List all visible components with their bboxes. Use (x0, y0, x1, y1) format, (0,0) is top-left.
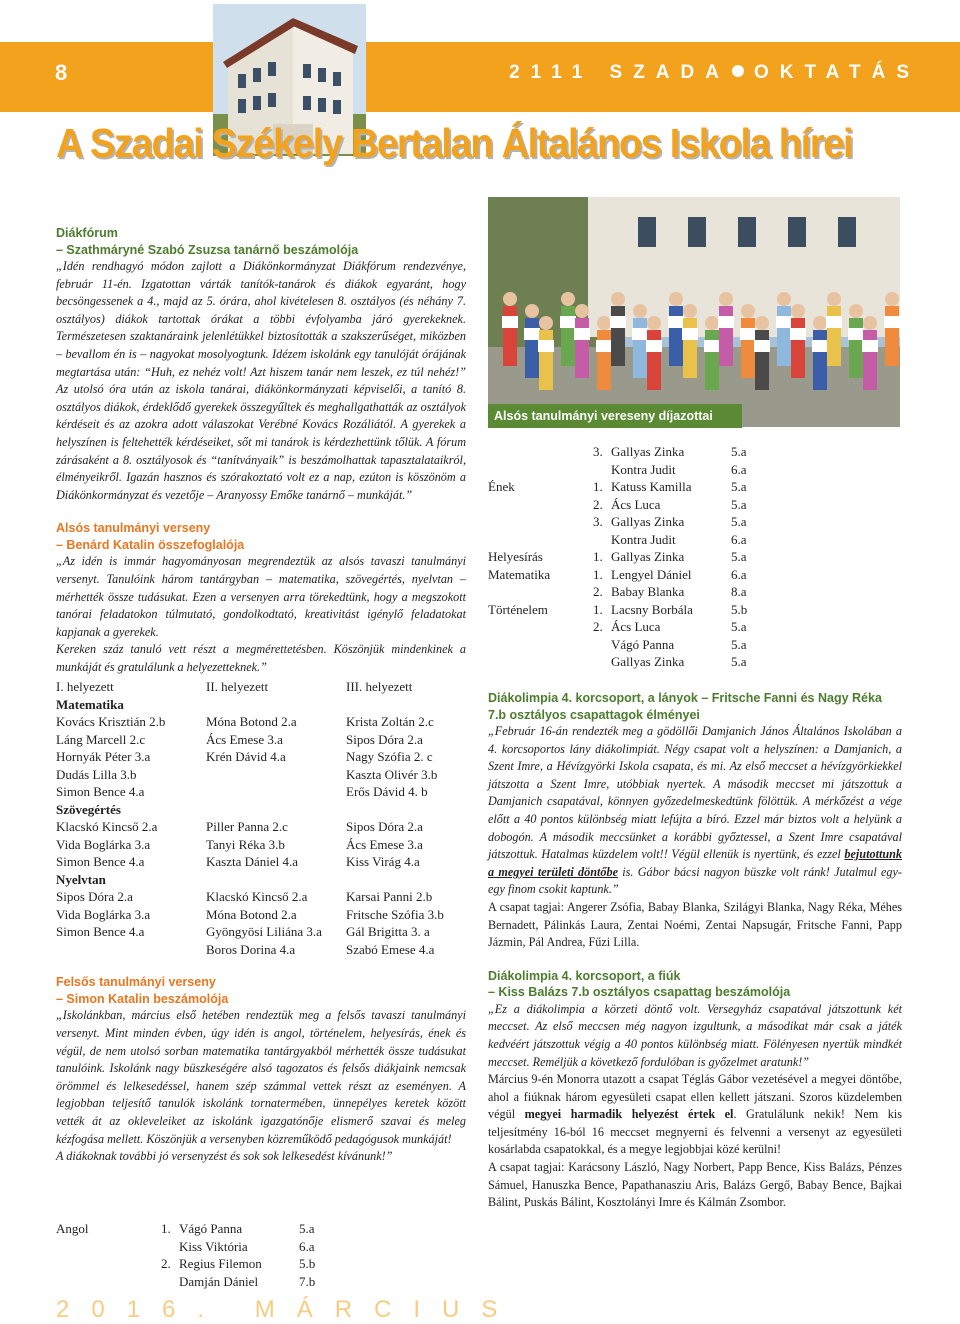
table-cell: Lengyel Dániel (611, 566, 692, 582)
person-head (669, 292, 683, 306)
table-row (488, 583, 747, 601)
table-cell: Kontra Judit (611, 531, 676, 547)
person-figure (885, 306, 899, 366)
table-row (56, 801, 466, 819)
diploma-paper (740, 328, 756, 340)
table-cell (206, 766, 346, 784)
table-cell: 7.b (299, 1273, 316, 1289)
table-cell: Kontra Judit (611, 461, 676, 477)
table-cell (56, 1238, 161, 1256)
table-row (56, 818, 466, 836)
team-list: A csapat tagjai: Angerer Zsófia, Babay Blanka, Szilágyi Blanka, Nagy Réka, Méhes Bernadett, Pálinkás Laura, Zentai Noémi, Zentai Napsugár, Fritsche Fanni, Papp Jázmin, Pál Andrea, Fűzi Lilla. (488, 899, 902, 950)
page-number: 8 (55, 60, 68, 85)
table-row (488, 601, 747, 619)
table-cell: Ének (488, 479, 515, 494)
table-cell: Regius Filemon (179, 1256, 262, 1271)
person-figure (719, 306, 733, 366)
table-cell: Gallyas Zinka (611, 549, 685, 564)
table-cell: Vágó Panna (179, 1221, 243, 1236)
table-cell: 5.a (731, 619, 747, 634)
results-table (488, 443, 747, 671)
person-head (683, 304, 697, 318)
results-table (56, 1220, 315, 1290)
table-cell: Vida Boglárka 3.a (56, 906, 151, 922)
table-cell: Sipos Dóra 2.a (346, 731, 423, 747)
table-row (56, 783, 466, 801)
table-cell: Tanyi Réka 3.b (206, 836, 285, 852)
person-head (503, 292, 517, 306)
table-cell: 3. (593, 444, 603, 459)
table-cell (593, 461, 611, 479)
table-cell: 2. (593, 496, 603, 512)
person-head (575, 304, 589, 318)
table-cell: Szabó Emese 4.a (346, 941, 435, 957)
diploma-paper (524, 328, 540, 340)
table-cell: Történelem (488, 601, 548, 617)
person-head (705, 316, 719, 330)
bullet-dot-icon (732, 65, 744, 77)
table-cell (488, 618, 593, 636)
table-row (488, 531, 747, 549)
person-head (561, 292, 575, 306)
person-head (755, 316, 769, 330)
left-column (56, 225, 466, 1166)
person-figure (791, 318, 805, 378)
table-cell: 6.a (299, 1238, 315, 1254)
person-figure (669, 306, 683, 366)
table-row (488, 636, 747, 654)
diploma-paper (632, 328, 648, 340)
table-cell: Simon Bence 4.a (56, 784, 145, 800)
table-cell: Krista Zoltán 2.c (346, 714, 434, 730)
table-cell: Erős Dávid 4. b (346, 784, 428, 800)
person-head (849, 304, 863, 318)
person-figure (813, 330, 827, 390)
diploma-paper (560, 316, 576, 328)
table-cell (56, 941, 206, 959)
person-head (813, 316, 827, 330)
table-row (56, 941, 466, 959)
table-cell: Kaszta Dániel 4.a (206, 854, 299, 870)
article-title: Diákfórum (56, 226, 118, 240)
table-cell: Damján Dániel (179, 1273, 259, 1289)
table-cell: Helyesírás (488, 549, 543, 564)
table-cell: Nagy Szófia 2. c (346, 749, 433, 765)
footer-date: 2016. MÁRCIUS (56, 1296, 520, 1323)
person-head (827, 292, 841, 306)
section-label (509, 62, 920, 84)
table-cell: 5.a (731, 479, 747, 494)
table-cell: 1. (593, 549, 603, 564)
table-cell: Gál Brigitta 3. a (346, 924, 430, 940)
table-cell: 1. (593, 479, 603, 494)
table-row (488, 496, 747, 514)
table-cell: Boros Dorina 4.a (206, 941, 296, 957)
section-subtitle: OKTATÁS (753, 62, 920, 83)
table-cell: Sipos Dóra 2.a (346, 819, 423, 835)
diploma-paper (646, 340, 662, 352)
table-cell: 5.a (731, 444, 747, 459)
person-figure (561, 306, 575, 366)
table-row (488, 548, 747, 566)
table-row (488, 566, 747, 584)
table-cell (206, 783, 346, 801)
table-cell: Ács Luca (611, 619, 661, 634)
person-head (525, 304, 539, 318)
diploma-paper (790, 328, 806, 340)
table-cell: Kovács Krisztián 2.b (56, 714, 166, 730)
article-text: „Az idén is immár hagyományosan megrendeztük az alsós tavaszi tanulmányi versenyt. Tanulóink három tantárgyban – matematika, szövegértés, nyelvtan – mérhették össze tudásukat. Ezen a versenyen arra törekedtünk, hogy a megszokott tanórai feladatokon túlmutató, gondolkodtató, kreativitást igénylő feladatokat kapjanak a gyerekek. (56, 554, 466, 639)
table-row (488, 461, 747, 479)
table-cell: Kaszta Olivér 3.b (346, 766, 438, 782)
person-figure (705, 330, 719, 390)
person-figure (683, 318, 697, 378)
table-cell (161, 1273, 179, 1291)
table-cell: 5.b (731, 601, 748, 617)
table-cell: 1. (593, 566, 603, 582)
article-title: Felsős tanulmányi verseny (56, 975, 216, 990)
diploma-paper (668, 316, 684, 328)
person-head (791, 304, 805, 318)
table-cell: 6.a (731, 566, 747, 582)
table-row (56, 853, 466, 871)
table-cell: Móna Botond 2.a (206, 906, 297, 922)
table-cell: 2. (593, 619, 603, 634)
team-list: A csapat tagjai: Karácsony László, Nagy Norbert, Papp Bence, Kiss Balázs, Pénzes Sámuel, Hanuszka Bence, Papathanasziu Aris, Balázs Gergő, Babay Bence, Bajkai Bálint, Puskás Bálint, Kosztolányi Imre és Kálmán Zsombor. (488, 1160, 902, 1210)
table-cell: Ács Emese 3.a (346, 836, 423, 852)
article-text: Március 9-én Monorra utazott a csapat Téglás Gábor vezetésével a megyei döntőbe, ahol a fiúknak három egyesületi csapat ellen kellett játszani. Szoros küzdelemben végül megyei harmadik helyezést értek el. Gratulálunk nekik! Nem kis teljesítmény 16-ból 16 meccset megnyerni és felvenni a versenyt az egyesületi kosárlabda csapatokkal, és a megye legjobbjai közé kerülni! (488, 1072, 902, 1157)
table-cell: Klacskó Kincső 2.a (206, 889, 308, 905)
person-figure (755, 330, 769, 390)
person-head (633, 304, 647, 318)
table-cell: Simon Bence 4.a (56, 924, 145, 940)
person-figure (741, 318, 755, 378)
table-cell: 5.a (731, 549, 747, 564)
table-row (488, 513, 747, 531)
diploma-paper (538, 340, 554, 352)
table-cell: Móna Botond 2.a (206, 714, 297, 730)
article-text: „Február 16-án rendezték meg a gödöllői Damjanich János Általános Iskolában a 4. korcsoportos lány diákolimpiát. Négy csapat volt a helyszínen: a Damjanich, a Szent Imre, a Hévízgyörki Iskola csapata, és mi. Az első meccset a hévízgyörkiekkel játszotta a Szent Imre, utóbbiak nyertek. A második meccset mi játszottuk a Damjanich csapatával, könnyen győzedelmeskedtünk fölöttük. A mérkőzést a vége előtt a 40 pontos különbség miatt lefújta a bíró. Ezzel már biztos volt a helyünk a dobogón. A második meccsünket a korábbi győztessel, a Szent Imre csapatával játszottuk. Hatalmas küzdelem volt!! Végül ellenük is nyertünk, és ezzel bejutottunk a megyei területi döntőbe is. Gábor bácsi nagyon büszke volt ránk! Jutalmul egy-egy finom csokit kaptunk.” (488, 724, 902, 897)
table-cell: 1. (593, 601, 603, 617)
table-cell (488, 636, 593, 654)
person-figure (539, 330, 553, 390)
person-figure (863, 330, 877, 390)
table-cell: Láng Marcell 2.c (56, 731, 146, 747)
table-row (56, 696, 466, 714)
table-cell: 6.a (731, 531, 747, 547)
article-subtitle: – Szathmáryné Szabó Zsuzsa tanárnő beszámolója (56, 242, 359, 257)
table-cell: Kiss Virág 4.a (346, 854, 420, 870)
article-text: A diákoknak további jó versenyzést és sok sok lelkesedést kívánunk!” (56, 1149, 393, 1164)
table-cell (593, 531, 611, 549)
table-cell: 5.a (731, 636, 747, 652)
diploma-paper (754, 340, 770, 352)
diploma-paper (862, 340, 878, 352)
diploma-paper (502, 316, 518, 328)
table-cell: Vida Boglárka 3.a (56, 836, 151, 852)
table-cell (488, 496, 593, 514)
person-figure (647, 330, 661, 390)
diploma-paper (574, 328, 590, 340)
table-row (56, 1238, 315, 1256)
table-cell: III. helyezett (346, 679, 413, 695)
table-cell: Ács Emese 3.a (206, 731, 283, 747)
table-cell (593, 653, 611, 671)
table-cell: Simon Bence 4.a (56, 854, 145, 870)
results-table (56, 678, 466, 958)
table-cell (593, 636, 611, 654)
table-row (56, 731, 466, 749)
table-cell: 5.a (731, 496, 747, 512)
person-figure (525, 318, 539, 378)
person-figure (827, 306, 841, 366)
person-figure (849, 318, 863, 378)
table-cell: Matematika (488, 566, 551, 582)
table-cell: Klacskó Kincső 2.a (56, 819, 158, 835)
table-cell: Dudás Lilla 3.b (56, 766, 137, 782)
table-row (488, 478, 747, 496)
diploma-paper (826, 316, 842, 328)
table-row (56, 1220, 315, 1238)
diploma-paper (704, 340, 720, 352)
table-row (488, 443, 747, 461)
table-row (56, 871, 466, 889)
table-cell: Krén Dávid 4.a (206, 749, 286, 765)
table-cell: Babay Blanka (611, 584, 685, 599)
subject-heading: Szövegértés (56, 801, 121, 817)
table-cell: Angol (56, 1221, 89, 1236)
table-cell: Gyöngyösi Liliána 3.a (206, 924, 322, 940)
diploma-paper (596, 340, 612, 352)
table-cell (488, 531, 593, 549)
table-cell (488, 653, 593, 671)
person-figure (633, 318, 647, 378)
diploma-paper (884, 316, 900, 328)
diploma-paper (848, 328, 864, 340)
table-cell: 3. (593, 514, 603, 529)
person-head (777, 292, 791, 306)
article-text: „Ez a diákolimpia a körzeti döntő volt. Versegyház csapatával játszottunk két meccset. Az első meccsen még nagyon izgultunk, a másodikat már csak a játék kedvéért játszottuk végig a 40 pontos különbség miatt. Fölényesen nyertük mindkét meccset. Reméljük a következő fordulóban is győzelmet aratunk!” (488, 1001, 902, 1069)
person-head (539, 316, 553, 330)
table-cell: Karsai Panni 2.b (346, 889, 433, 905)
table-cell: Gallyas Zinka (611, 444, 685, 459)
table-cell (56, 1255, 161, 1273)
person-head (885, 292, 899, 306)
table-row (56, 836, 466, 854)
diploma-paper (682, 328, 698, 340)
table-cell: Gallyas Zinka (611, 654, 685, 669)
table-cell: 5.a (731, 514, 747, 529)
table-cell: 8.a (731, 584, 747, 599)
table-cell: 5.b (299, 1256, 316, 1271)
person-head (597, 316, 611, 330)
page-title: A Szadai Székely Bertalan Általános Iskola hírei (56, 120, 853, 166)
table-cell: Lacsny Borbála (611, 601, 693, 617)
table-cell: Ács Luca (611, 496, 661, 512)
person-figure (597, 330, 611, 390)
table-row (488, 653, 747, 671)
table-row (56, 1273, 315, 1291)
person-head (611, 292, 625, 306)
article-text: „Idén rendhagyó módon zajlott a Diákönkormányzat Diákfórum rendezvénye, február 11-én. Izgatottan várták tanítók-tanárok és diákok egyaránt, hogy becsöngessenek a 4., majd az 5. órára, ahol kivételesen 8. osztályos (és néhány 7. osztályos) diákok tartottak órákat a többi évfolyamba járó gyerekeknek. Természetesen szaktanáraink jelenlétükkel biztosították a szakszerűséget, miközben – bevallom én is – nagyokat mosolyogtunk. Idézem iskolánk egy tanulóját órájának megtartása után: “Huh, ez nehéz volt! Azt hiszem tanár nem leszek, ez túl nehéz!” Az utolsó óra után az iskola tanárai, diákönkormányzati képviselői, a tanító 8. osztályos diákok, érdeklődő gyerekek összegyűltek és meghallgathatták az osztályok kérdéseit és az azokra adott válaszokat Verébné Kovács Rozáliától. A gyerekek a helyszínen is feltehették kérdéseiket, sőt mi tanárok is kérdezhettünk tőlük. A fórum zárásaként a 8. osztályosok és “tanítványaik” is beszámolhattak tapasztalataikról, élményeikről. Igazán hasznos és szórakoztató volt ez a nap, ezúton is köszönöm a Diákönkormányzat és vezetője – Aranyossy Emőke tanárnő – munkáját.” (56, 259, 466, 502)
table-row (56, 1255, 315, 1273)
person-figure (575, 318, 589, 378)
table-row (56, 923, 466, 941)
table-cell: Vágó Panna (611, 636, 675, 652)
article-text: „Iskolánkban, március első hetében rendeztük meg a felsős tavaszi tanulmányi versenyt. Mint minden évben, úgy idén is angol, történelem, helyesírás, ének és végül, de nem utolsó sorban matematika tantárgyakból mérhették össze tudásukat tanulóink. Iskolánk nagy büszkeségére alsó tagozatos és felsős diákjaink nemcsak örömmel és lelkesedéssel, hanem szép számmal vettek részt az eseményen. A legjobban teljesítő tanulók iskolánk tornatermében, ünnepélyes keretek között vették át az okleveleiket az iskolánk igazgatónője elismerő szavai és meleg kézfogása mellett. Köszönjük a versenyben közreműködő pedagógusok munkáját! (56, 1008, 466, 1146)
table-row (56, 906, 466, 924)
table-cell: Kiss Viktória (179, 1238, 248, 1254)
table-cell: 5.a (731, 654, 747, 669)
article-title: Diákolimpia 4. korcsoport, a lányok – Fritsche Fanni és Nagy Réka 7.b osztályos csapattagok élményei (488, 691, 882, 722)
subject-heading: Nyelvtan (56, 871, 106, 887)
person-head (741, 304, 755, 318)
table-cell: 2. (161, 1256, 171, 1271)
table-cell: 2. (593, 584, 603, 599)
table-row (56, 678, 466, 696)
person-head (647, 316, 661, 330)
article-title: Diákolimpia 4. korcsoport, a fiúk (488, 968, 681, 983)
article-subtitle: – Benárd Katalin összefoglalója (56, 537, 245, 552)
table-cell: II. helyezett (206, 679, 269, 695)
table-cell: Piller Panna 2.c (206, 819, 288, 835)
diploma-paper (718, 316, 734, 328)
table-row (56, 766, 466, 784)
table-cell (488, 513, 593, 531)
diploma-paper (610, 316, 626, 328)
person-figure (503, 306, 517, 366)
table-cell: Fritsche Szófia 3.b (346, 906, 444, 922)
person-head (863, 316, 877, 330)
table-cell: 5.a (299, 1221, 315, 1236)
article-subtitle: – Simon Katalin beszámolója (56, 991, 229, 1006)
table-cell: I. helyezett (56, 679, 114, 695)
diploma-paper (776, 316, 792, 328)
table-row (56, 748, 466, 766)
table-cell: Katuss Kamilla (611, 479, 692, 494)
person-figure (777, 306, 791, 366)
table-cell (161, 1238, 179, 1256)
photo-caption: Alsós tanulmányi vereseny díjazottai (488, 404, 742, 428)
table-cell (56, 1273, 161, 1291)
article-title: Alsós tanulmányi verseny (56, 521, 211, 536)
right-column (488, 690, 902, 1212)
table-cell (488, 443, 593, 461)
person-figure (611, 306, 625, 366)
table-cell: Sipos Dóra 2.a (56, 889, 133, 905)
table-cell: Hornyák Péter 3.a (56, 749, 151, 765)
table-cell: Gallyas Zinka (611, 514, 685, 529)
table-cell: 6.a (731, 461, 747, 477)
section-title: 2111 SZADA (509, 62, 730, 83)
table-row (56, 888, 466, 906)
person-head (719, 292, 733, 306)
table-cell (488, 461, 593, 479)
table-row (488, 618, 747, 636)
diploma-paper (812, 340, 828, 352)
subject-heading: Matematika (56, 696, 124, 712)
table-cell (488, 583, 593, 601)
article-subtitle: – Kiss Balázs 7.b osztályos csapattag beszámolója (488, 985, 791, 1000)
table-row (56, 713, 466, 731)
students-group-photo (488, 197, 900, 427)
article-text: Kereken száz tanuló vett részt a megmérettetésben. Köszönjük mindenkinek a munkáját és gratulálunk a helyezetteknek.” (56, 642, 466, 674)
table-cell: 1. (161, 1221, 171, 1236)
